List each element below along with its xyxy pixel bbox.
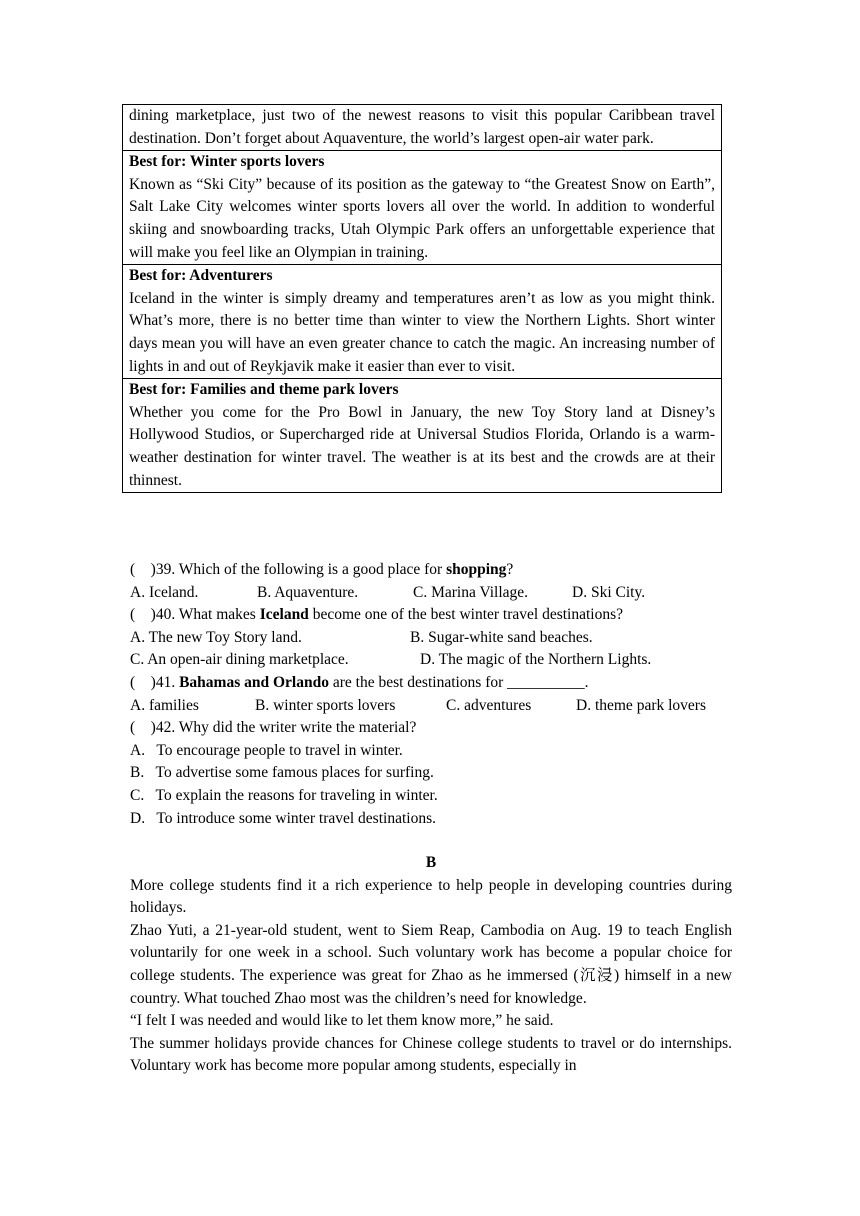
row-text: Iceland in the winter is simply dreamy and temperatures aren’t as low as you might think. What’s more, there is no better time than winter to view the Northern Lights. Short winter days mean you will have an even greater chance to catch the magic. An increasing number of lights in and out of Reykjavik make it easier than ever to visit. <box>129 289 715 375</box>
table-row <box>123 151 722 265</box>
question-39 <box>130 559 730 582</box>
option-c: C. adventures <box>446 696 532 714</box>
table-cell <box>123 151 722 265</box>
table-row <box>123 265 722 379</box>
option-b: B. Aquaventure. <box>257 583 359 601</box>
table-cell <box>123 265 722 379</box>
paragraph: The summer holidays provide chances for Chinese college students to travel or do internships. Voluntary work has become more popular among students, especially in <box>130 1034 732 1075</box>
question-keyword: Iceland <box>259 606 309 624</box>
row-heading: Best for: Families and theme park lovers <box>129 381 399 399</box>
option-c: C. Marina Village. <box>413 583 529 601</box>
options-row <box>130 695 730 718</box>
table-row <box>123 379 722 493</box>
question-text: become one of the best winter travel destinations? <box>308 606 624 624</box>
question-42 <box>130 717 730 740</box>
option-a: A. families <box>130 696 199 714</box>
option-b: B. winter sports lovers <box>255 696 396 714</box>
option-d: D. Ski City. <box>572 583 646 601</box>
question-text: ( )42. Why did the writer write the material? <box>130 719 417 737</box>
question-40 <box>130 604 730 627</box>
section-title: B <box>425 854 437 871</box>
row-heading: Best for: Winter sports lovers <box>129 153 325 171</box>
question-text: ( )41. <box>130 673 180 691</box>
option-b: B. To advertise some famous places for surfing. <box>130 764 434 782</box>
paragraph: “I felt I was needed and would like to let them know more,” he said. <box>130 1012 554 1030</box>
paragraph: More college students find it a rich experience to help people in developing countries during holidays. <box>130 876 732 917</box>
options-row <box>130 627 730 650</box>
option-d: D. To introduce some winter travel destinations. <box>130 809 436 827</box>
option-d: D. theme park lovers <box>576 696 706 714</box>
option-a: A. Iceland. <box>130 583 199 601</box>
option-a: A. To encourage people to travel in winter. <box>130 741 403 759</box>
option-c: C. An open-air dining marketplace. <box>130 651 349 669</box>
option-c: C. To explain the reasons for traveling in winter. <box>130 786 438 804</box>
options-row <box>130 649 730 672</box>
question-41 <box>130 672 730 695</box>
row-text: Known as “Ski City” because of its position as the gateway to “the Greatest Snow on Earth”, Salt Lake City welcomes winter sports lovers all over the world. In addition to wonderful skiing and snowboarding tracks, Utah Olympic Park offers an unforgettable experience that will make you feel like an Olympian in training. <box>129 175 715 261</box>
question-text: ( )40. What makes <box>130 606 260 624</box>
row-text: Whether you come for the Pro Bowl in January, the new Toy Story land at Disney’s Hollywood Studios, or Supercharged ride at Universal Studios Florida, Orlando is a warm-weather destination for winter travel. The weather is at its best and the crowds are at their thinnest. <box>129 403 715 489</box>
question-text: are the best destinations for __________. <box>328 673 589 691</box>
questions-block <box>130 559 730 830</box>
options-row <box>130 582 730 605</box>
option-d: D. The magic of the Northern Lights. <box>420 651 652 669</box>
section-b <box>130 852 732 1078</box>
destinations-table <box>122 104 722 493</box>
table-cell <box>123 379 722 493</box>
question-text: ( )39. Which of the following is a good place for <box>130 561 447 578</box>
row-heading: Best for: Adventurers <box>129 267 273 285</box>
paragraph: Zhao Yuti, a 21-year-old student, went to Siem Reap, Cambodia on Aug. 19 to teach English voluntarily for one week in a school. Such voluntary work has become a popular choice for college students. The experience was great for Zhao as he immersed (沉浸) himself in a new country. What touched Zhao most was the children’s need for knowledge. <box>130 921 732 1007</box>
option-a: A. The new Toy Story land. <box>130 628 302 646</box>
option-b: B. Sugar-white sand beaches. <box>410 628 593 646</box>
table-row <box>123 105 722 151</box>
question-keyword: shopping <box>446 561 507 578</box>
question-text: ? <box>506 561 514 578</box>
table-cell <box>123 105 722 151</box>
row-text: dining marketplace, just two of the newest reasons to visit this popular Caribbean travel destination. Don’t forget about Aquaventure, the world’s largest open-air water park. <box>129 107 715 147</box>
question-keyword: Bahamas and Orlando <box>179 673 329 691</box>
